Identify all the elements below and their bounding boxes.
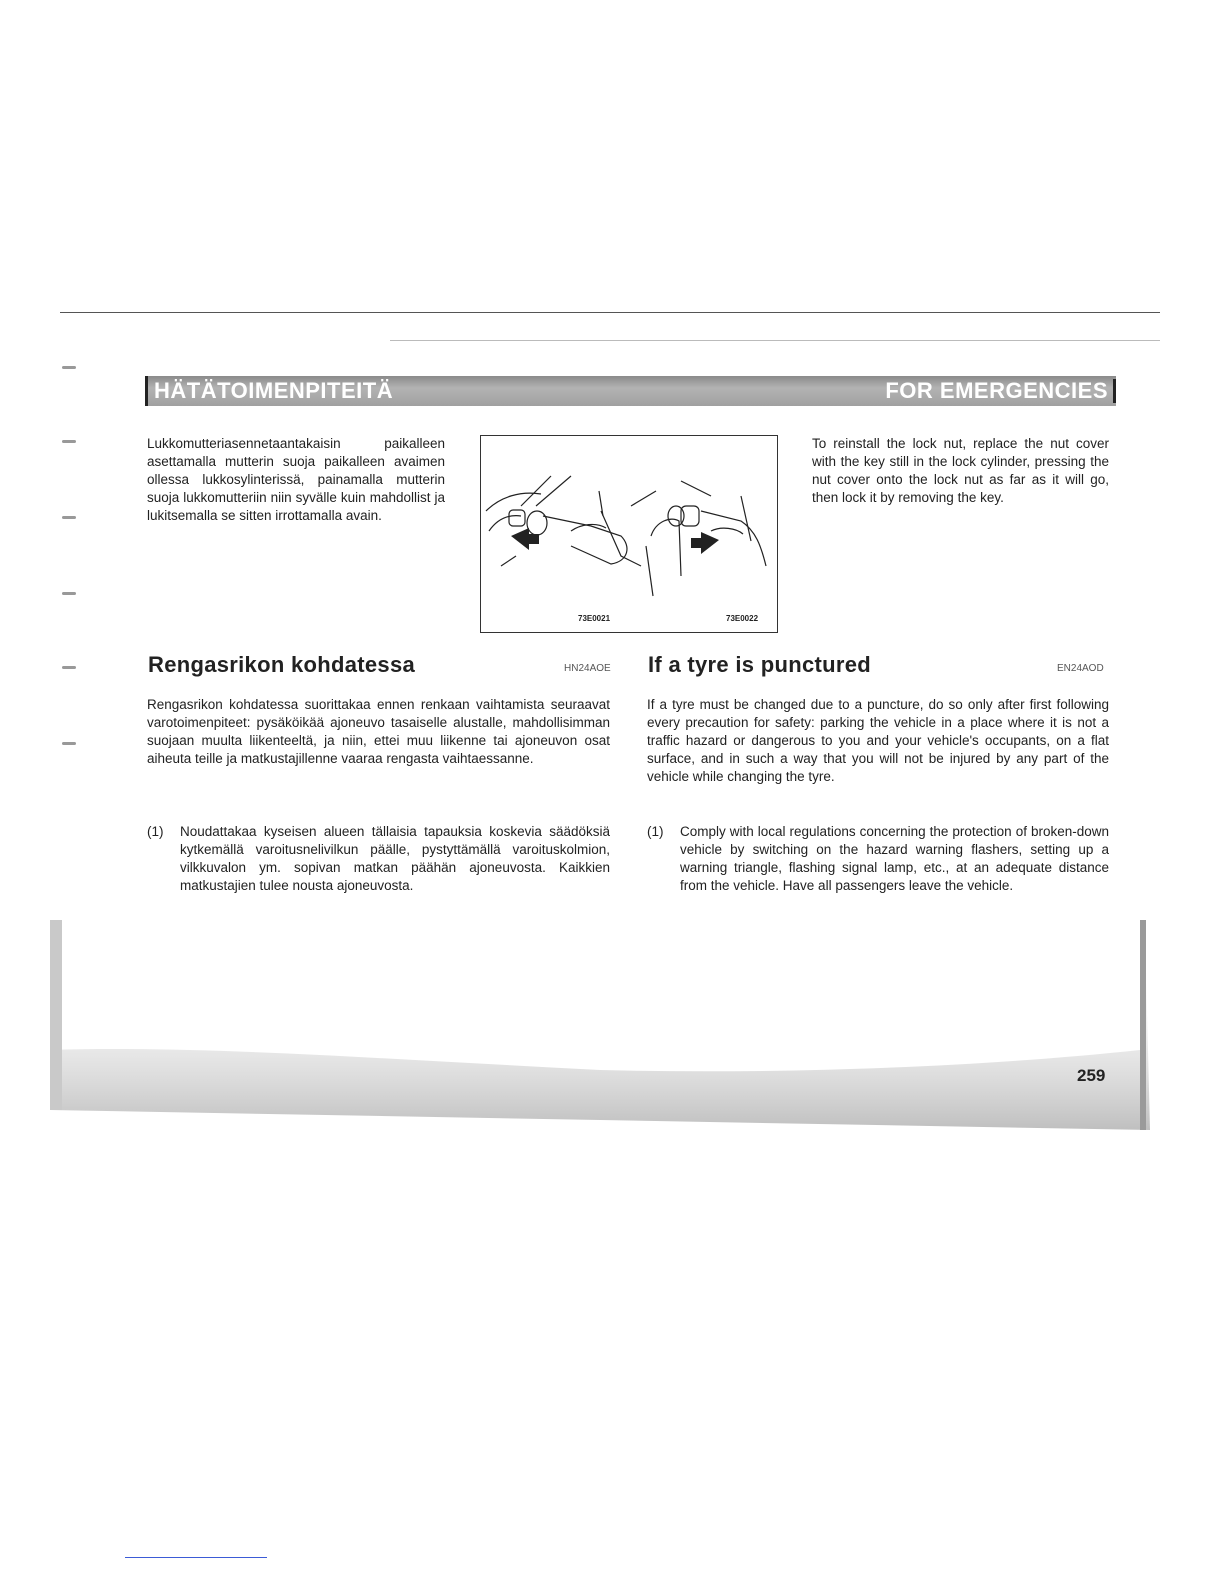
figure-label-left: 73E0021 [578, 614, 611, 623]
list-item-text: Comply with local regulations concerning the protection of broken-down vehicle by switching on the hazard warning flashers, setting up a warning triangle, flashing signal lamp, etc., at an adequate distance from the vehicle. Have all passengers leave the vehicle. [680, 824, 1109, 893]
list-en [647, 823, 1109, 895]
body-en: If a tyre must be changed due to a puncture, do so only after first following every precaution for safety: parking the vehicle in a place where it is not a traffic hazard or dangerous to you and your vehicle's occupants, on a flat surface, and in such a way that you will not be injured by any part of the vehicle while changing the tyre. [647, 697, 1109, 784]
arrow-right-icon [691, 532, 719, 554]
list-item-number: (1) [647, 824, 664, 839]
arrow-left-icon [511, 528, 539, 550]
figure-label-right: 73E0022 [726, 614, 759, 623]
scan-shadow [0, 900, 1224, 1140]
body-fi: Rengasrikon kohdatessa suorittakaa ennen renkaan vaihtamista seuraavat varotoimenpiteet: pysäköikää ajoneuvo tasaiselle alustalle, mahdollisimman suojaan muulta liikenteeltä, ja niin, ettei muu liikenne tai ajoneuvon osat aiheuta teille ja matkustajillenne vaaraa rengasta vaihtaessanne. [147, 697, 610, 766]
margin-mark [62, 516, 76, 519]
margin-mark [62, 440, 76, 443]
section-heading-fi: Rengasrikon kohdatessa [148, 652, 416, 677]
margin-mark [62, 366, 76, 369]
section-code-en: EN24AOD [1057, 663, 1104, 674]
list-item-text: Noudattakaa kyseisen alueen tällaisia tapauksia koskevia säädöksiä kytkemällä varoitusnelivilkun päälle, pystyttämällä varoituskolmion, vilkkuvalon ym. sopivan matkan päähän ajoneuvosta. Kaikkien matkustajien tulee nousta ajoneuvosta. [180, 824, 610, 893]
margin-mark [62, 666, 76, 669]
lock-nut-illustration [480, 435, 778, 633]
lock-nut-drawing [481, 436, 777, 632]
intro-en: To reinstall the lock nut, replace the nut cover with the key still in the lock cylinder, pressing the nut cover onto the lock nut as far as it will go, then lock it by removing the key. [812, 436, 1109, 505]
page-number: 259 [1077, 1066, 1106, 1085]
list-fi [147, 823, 610, 895]
list-item-number: (1) [147, 824, 164, 839]
banner-end-bar [1113, 379, 1116, 403]
list-item [647, 823, 1109, 895]
top-rule [60, 312, 1160, 313]
top-rule-faint [390, 340, 1160, 341]
bottom-underline [125, 1557, 267, 1558]
banner-title-fi: HÄTÄTOIMENPITEITÄ [154, 378, 394, 403]
margin-mark [62, 592, 76, 595]
margin-mark [62, 742, 76, 745]
intro-fi: Lukkomutteriasennetaantakaisin paikalleen asettamalla mutterin suoja paikalleen avaimen ollessa lukkosylinterissä, painamalla mutterin suoja lukkomutteriin niin syvälle kuin mahdollist ja lukitsemalla se sitten irrottamalla avain. [147, 436, 445, 523]
section-banner [145, 376, 1116, 406]
section-heading-en: If a tyre is punctured [648, 652, 871, 677]
list-item [147, 823, 610, 895]
banner-title-en: FOR EMERGENCIES [885, 378, 1108, 403]
section-code-fi: HN24AOE [564, 663, 611, 674]
